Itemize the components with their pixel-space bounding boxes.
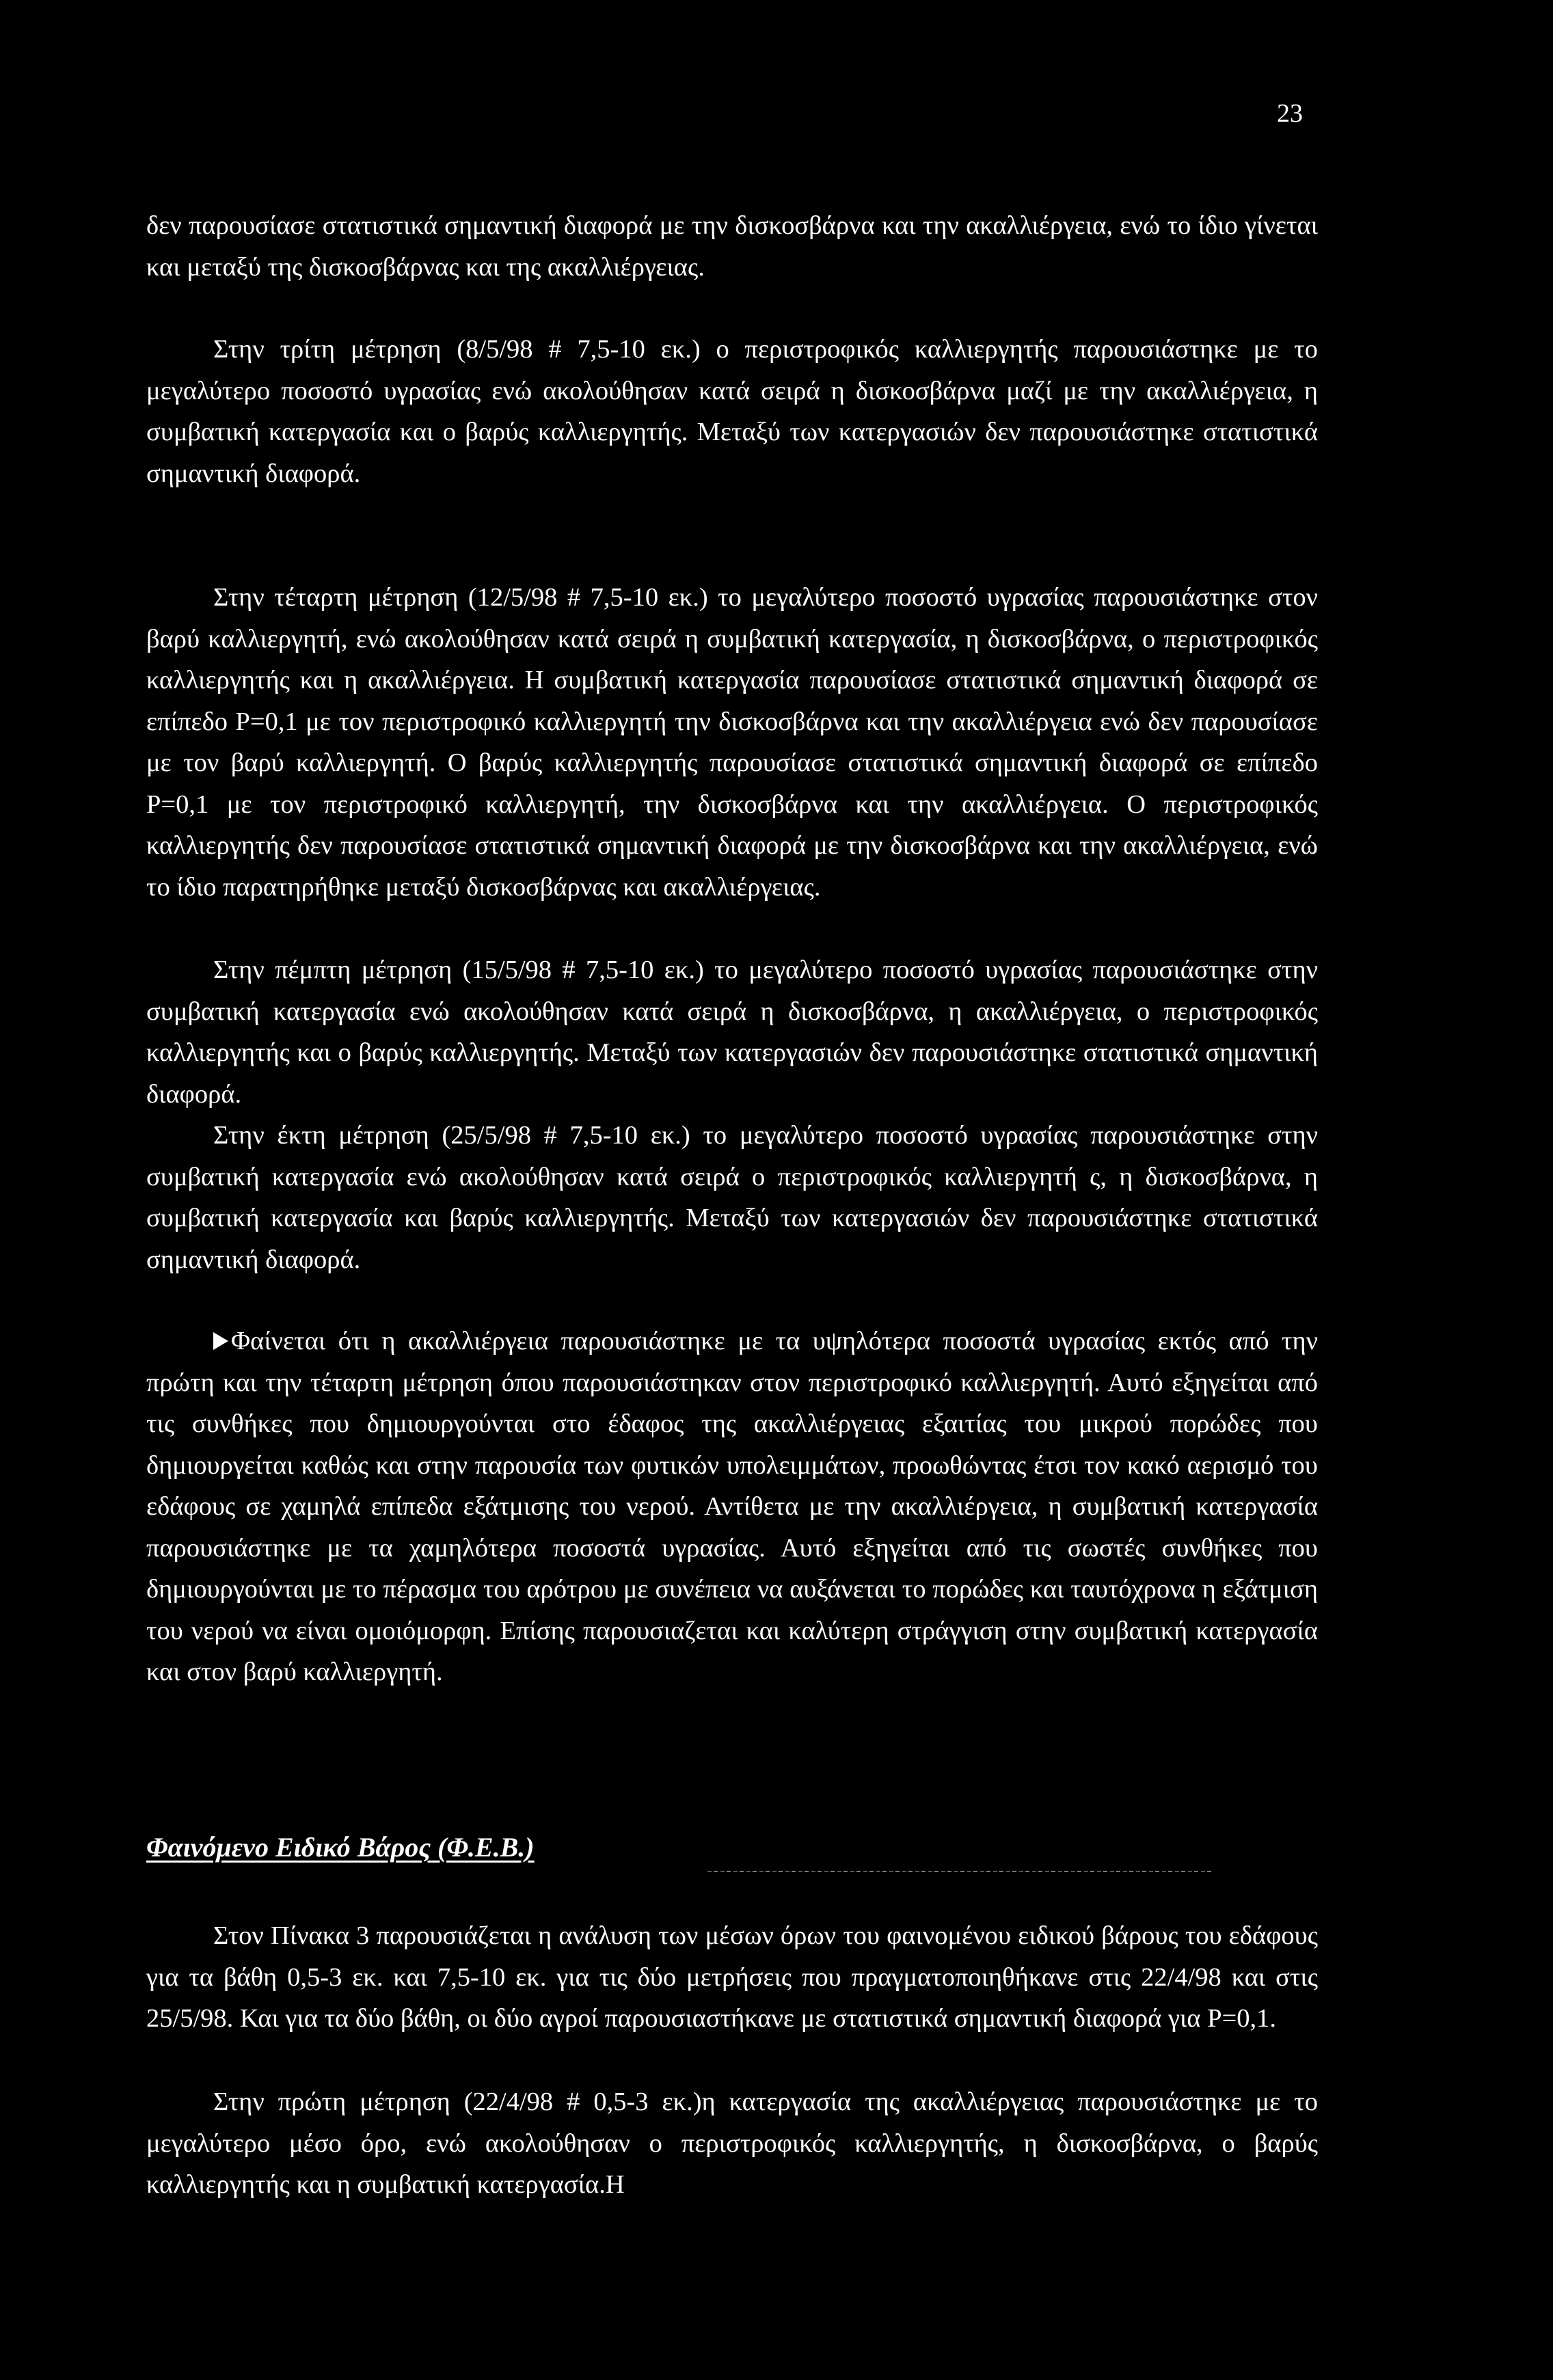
scan-artifact-line [707,1871,1213,1872]
paragraph-continuation: δεν παρουσίασε στατιστικά σημαντική διαφορά με την δισκοσβάρνα και την ακαλλιέργεια, ενώ το ίδιο γίνεται και μεταξύ της δισκοσβάρνας και της ακαλλιέργειας. [146,211,1318,282]
paragraph-first-measurement-density: Στην πρώτη μέτρηση (22/4/98 # 0,5-3 εκ.)η κατεργασία της ακαλλιέργειας παρουσιάστηκε με το μεγαλύτερο μέσο όρο, ενώ ακολούθησαν ο περιστροφικός καλλιεργητής, η δισκοσβάρνα, ο βαρύς καλλιεργητής και η συμβατική κατεργασία.Η [146,2087,1318,2199]
paragraph-fifth-measurement: Στην πέμπτη μέτρηση (15/5/98 # 7,5-10 εκ.) το μεγαλύτερο ποσοστό υγρασίας παρουσιάστηκε στην συμβατική κατεργασία ενώ ακολούθησαν κατά σειρά η δισκοσβάρνα, η ακαλλιέργεια, ο περιστροφικός καλλιεργητής και ο βαρύς καλλιεργητής. Μεταξύ των κατεργασιών δεν παρουσιάστηκε στατιστικά σημαντική διαφορά. [146,956,1318,1109]
paragraph-fourth-measurement: Στην τέταρτη μέτρηση (12/5/98 # 7,5-10 εκ.) το μεγαλύτερο ποσοστό υγρασίας παρουσιάστηκε στον βαρύ καλλιεργητή, ενώ ακολούθησαν κατά σειρά η συμβατική κατεργασία, η δισκοσβάρνα, ο περιστροφικός καλλιεργητής και η ακαλλιέργεια. Η συμβατική κατεργασία παρουσίασε στατιστικά σημαντική διαφορά σε επίπεδο P=0,1 με τον περιστροφικό καλλιεργητή την δισκοσβάρνα και την ακαλλιέργεια ενώ δεν παρουσίασε με τον βαρύ καλλιεργητή. Ο βαρύς καλλιεργητής παρουσίασε στατιστικά σημαντική διαφορά σε επίπεδο P=0,1 με τον περιστροφικό καλλιεργητή, την δισκοσβάρνα και την ακαλλιέργεια. Ο περιστροφικός καλλιεργητής δεν παρουσίασε στατιστικά σημαντική διαφορά με την δισκοσβάρνα και την ακαλλιέργεια, ενώ το ίδιο παρατηρήθηκε μεταξύ δισκοσβάρνας και ακαλλιέργειας. [146,583,1318,902]
paragraph-bullet-conclusion [146,1321,1318,1693]
arrow-bullet-icon [213,1332,228,1350]
bullet-text: Φαίνεται ότι η ακαλλιέργεια παρουσιάστηκε με τα υψηλότερα ποσοστά υγρασίας εκτός από την πρώτη και την τέταρτη μέτρηση όπου παρουσιάστηκαν στον περιστροφικό καλλιεργητή. Αυτό εξηγείται από τις συνθήκες που δημιουργούνται στο έδαφος της ακαλλιέργειας εξαιτίας του μικρού πορώδες που δημιουργείται καθώς και στην παρουσία των φυτικών υπολειμμάτων, προωθώντας έτσι τον κακό αερισμό του εδάφους σε χαμηλά επίπεδα εξάτμισης του νερού. Αντίθετα με την ακαλλιέργεια, η συμβατική κατεργασία παρουσιάστηκε με τα χαμηλότερα ποσοστά υγρασίας. Αυτό εξηγείται από τις σωστές συνθήκες που δημιουργούνται με το πέρασμα του αρότρου με συνέπεια να αυξάνεται το πορώδες και ταυτόχρονα η εξάτμιση του νερού να είναι ομοιόμορφη. Επίσης παρουσιαζεται και καλύτερη στράγγιση στην συμβατική κατεργασία και στον βαρύ καλλιεργητή. [146,1327,1318,1686]
page-number: 23 [1277,99,1303,128]
paragraph-third-measurement: Στην τρίτη μέτρηση (8/5/98 # 7,5-10 εκ.) ο περιστροφικός καλλιεργητής παρουσιάστηκε με το μεγαλύτερο ποσοστό υγρασίας ενώ ακολούθησαν κατά σειρά η δισκοσβάρνα μαζί με την ακαλλιέργεια, η συμβατική κατεργασία και ο βαρύς καλλιεργητής. Μεταξύ των κατεργασιών δεν παρουσιάστηκε στατιστικά σημαντική διαφορά. [146,335,1318,488]
paragraph-sixth-measurement: Στην έκτη μέτρηση (25/5/98 # 7,5-10 εκ.) το μεγαλύτερο ποσοστό υγρασίας παρουσιάστηκε στην συμβατική κατεργασία ενώ ακολούθησαν κατά σειρά ο περιστροφικός καλλιεργητή ς, η δισκοσβάρνα, η συμβατική κατεργασία και βαρύς καλλιεργητής. Μεταξύ των κατεργασιών δεν παρουσιάστηκε στατιστικά σημαντική διαφορά. [146,1121,1318,1274]
paragraph-table-3-intro: Στον Πίνακα 3 παρουσιάζεται η ανάλυση των μέσων όρων του φαινομένου ειδικού βάρους του εδάφους για τα βάθη 0,5-3 εκ. και 7,5-10 εκ. για τις δύο μετρήσεις που πραγματοποιηθήκανε στις 22/4/98 και στις 25/5/98. Και για τα δύο βάθη, οι δύο αγροί παρουσιαστήκανε με στατιστικά σημαντική διαφορά για P=0,1. [146,1921,1318,2033]
section-heading: Φαινόμενο Ειδικό Βάρος (Φ.Ε.Β.) [146,1832,535,1863]
